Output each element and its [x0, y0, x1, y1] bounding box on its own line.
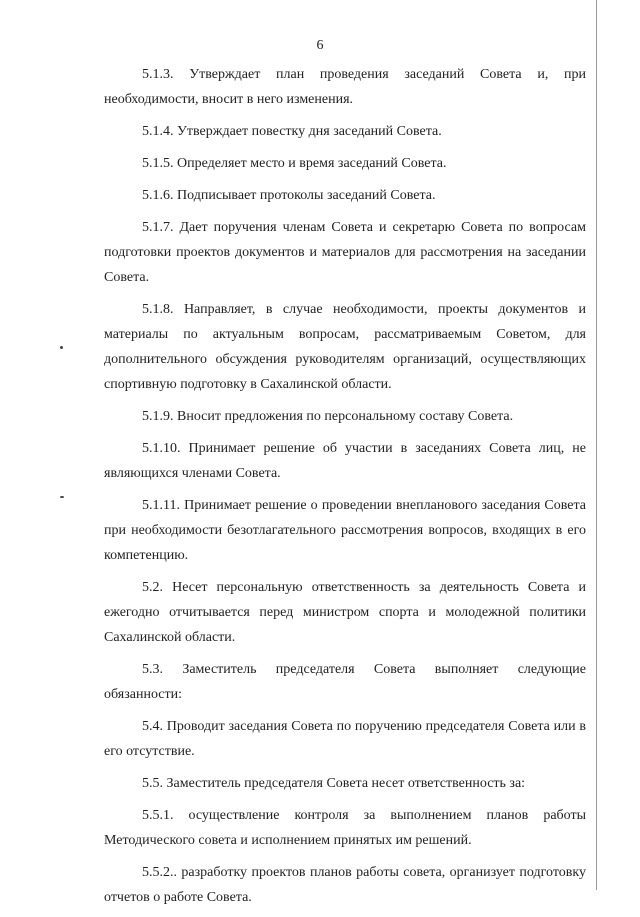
paragraph-5-1-9: 5.1.9. Вносит предложения по персональному составу Совета.	[142, 409, 514, 424]
paragraph-5-1-5: 5.1.5. Определяет место и время заседаний Совета.	[142, 156, 447, 171]
paragraph-5-1-6: 5.1.6. Подписывает протоколы заседаний Совета.	[142, 188, 436, 203]
page-number: 6	[316, 38, 324, 53]
paragraph-5-1-4: 5.1.4. Утверждает повестку дня заседаний Совета.	[142, 124, 442, 139]
paragraph-5-1-11: 5.1.11. Принимает решение о проведении внепланового заседания Совета при необходимости безотлагательного рассмотрения вопросов, входящих в его компетенцию.	[104, 498, 586, 563]
document-body	[104, 62, 586, 917]
scan-edge-line	[596, 0, 597, 890]
paragraph-5-5: 5.5. Заместитель председателя Совета несет ответственность за:	[142, 776, 526, 791]
paragraph-5-1-8: 5.1.8. Направляет, в случае необходимости, проекты документов и материалы по актуальным вопросам, рассматриваемым Советом, для дополнительного обсуждения руководителям организаций, осуществляющих спортивную подготовку в Сахалинской области.	[104, 302, 586, 392]
scan-speck	[60, 346, 63, 349]
paragraph-5-1-7: 5.1.7. Дает поручения членам Совета и секретарю Совета по вопросам подготовки проектов документов и материалов для рассмотрения на заседании Совета.	[104, 220, 586, 285]
paragraph-5-1-3: 5.1.3. Утверждает план проведения заседаний Совета и, при необходимости, вносит в него изменения.	[104, 67, 586, 107]
paragraph-5-1-10: 5.1.10. Принимает решение об участии в заседаниях Совета лиц, не являющихся членами Совета.	[104, 441, 586, 481]
paragraph-5-5-2: 5.5.2.. разработку проектов планов работы совета, организует подготовку отчетов о работе Совета.	[104, 865, 586, 905]
paragraph-5-3: 5.3. Заместитель председателя Совета выполняет следующие обязанности:	[104, 662, 586, 702]
paragraph-5-4: 5.4. Проводит заседания Совета по поручению председателя Совета или в его отсутствие.	[104, 719, 586, 759]
scan-speck	[60, 496, 64, 498]
paragraph-5-2: 5.2. Несет персональную ответственность за деятельность Совета и ежегодно отчитывается перед министром спорта и молодежной политики Сахалинской области.	[104, 580, 586, 645]
paragraph-5-5-1: 5.5.1. осуществление контроля за выполнением планов работы Методического совета и исполнением принятых им решений.	[104, 808, 586, 848]
